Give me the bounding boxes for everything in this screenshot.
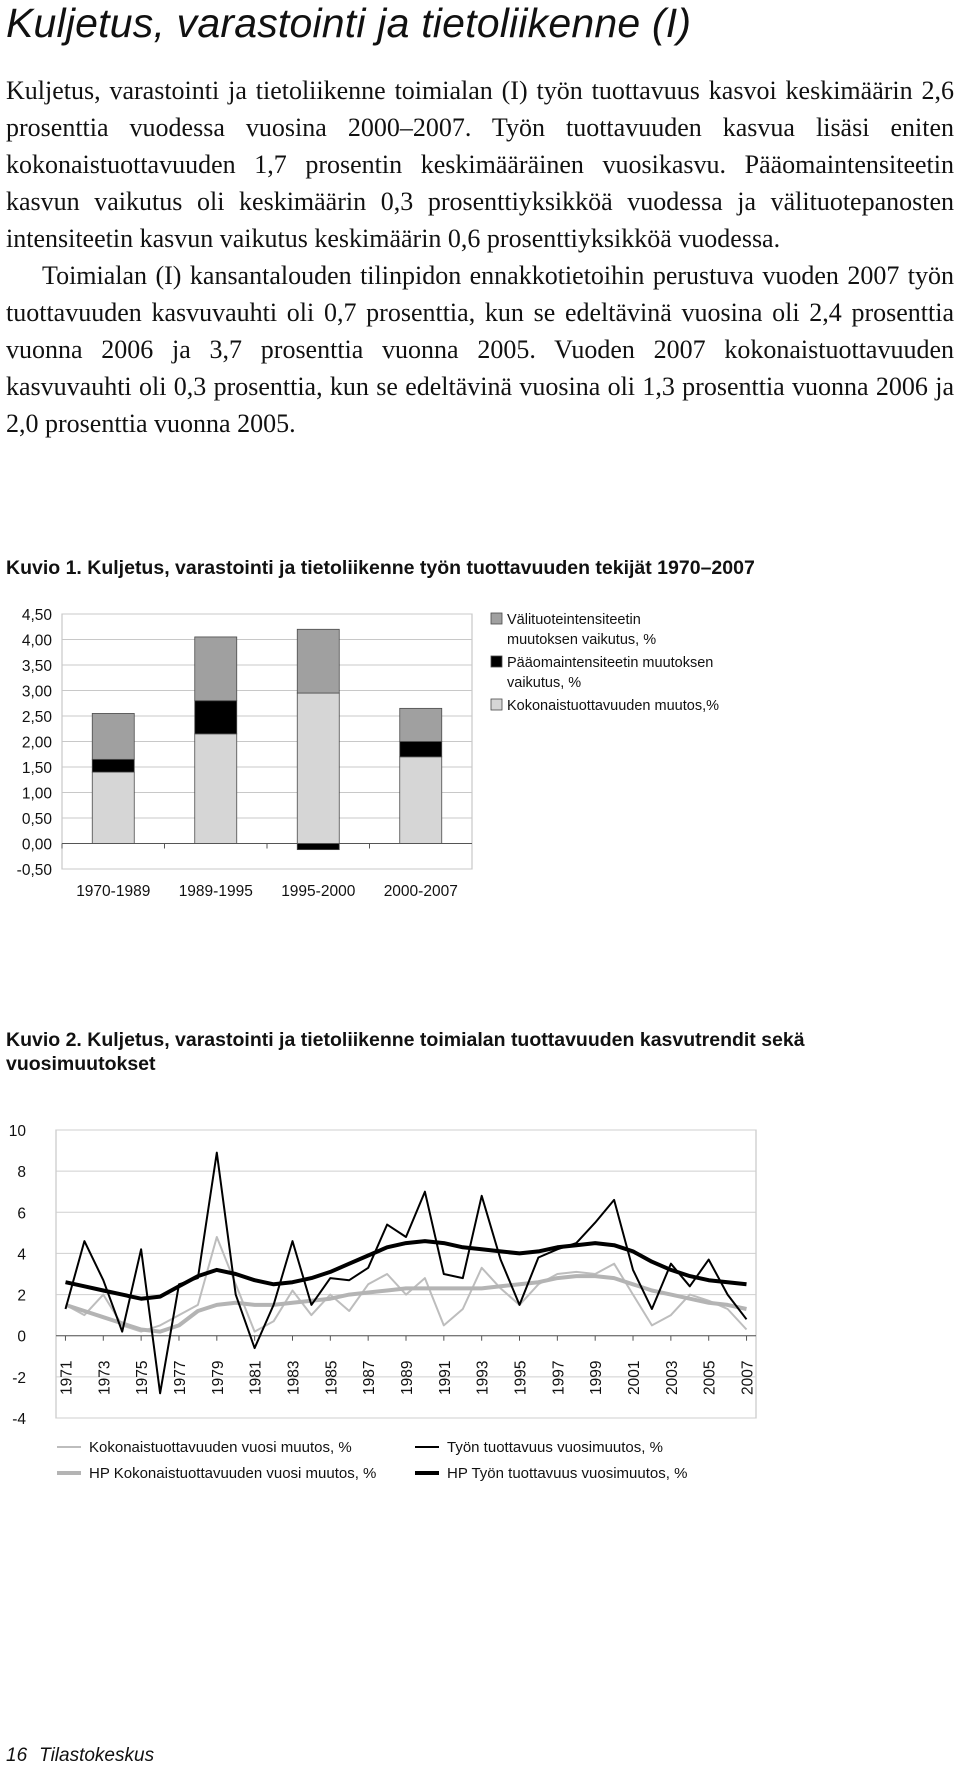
x-tick-label: 1981 — [247, 1360, 265, 1395]
bar-segment — [195, 701, 237, 734]
bar-segment — [400, 708, 442, 741]
x-tick-label: 1989-1995 — [178, 883, 253, 900]
y-tick-label: 4,00 — [21, 632, 52, 650]
figure2-caption: Kuvio 2. Kuljetus, varastointi ja tietoliikenne toimialan tuottavuuden kasvutrendit sekä vuosimuutokset — [6, 1029, 805, 1075]
legend-label: Työn tuottavuus vuosimuutos, % — [447, 1439, 663, 1456]
bar-segment — [195, 637, 237, 701]
bar-segment — [297, 629, 339, 693]
y-tick-label: 0 — [17, 1328, 26, 1346]
page-title: Kuljetus, varastointi ja tietoliikenne (I) — [6, 0, 692, 46]
legend-label: Kokonaistuottavuuden vuosi muutos, % — [89, 1439, 352, 1456]
legend-swatch — [491, 656, 502, 667]
y-tick-label: 2,00 — [21, 734, 52, 752]
bar-segment — [92, 713, 134, 759]
y-tick-label: -0,50 — [16, 862, 52, 879]
y-tick-label: 4 — [17, 1246, 26, 1264]
x-tick-label: 2000-2007 — [383, 883, 458, 900]
legend-label: Kokonaistuottavuuden muutos,% — [507, 698, 719, 714]
y-tick-label: 3,00 — [21, 683, 52, 701]
x-tick-label: 1987 — [361, 1360, 379, 1395]
bar-segment — [297, 693, 339, 843]
x-tick-label: 1985 — [323, 1360, 341, 1395]
legend-swatch — [491, 613, 502, 624]
legend-label: Pääomaintensiteetin muutoksen vaikutus, % — [507, 655, 714, 691]
y-tick-label: 0,00 — [21, 836, 52, 854]
legend-label: HP Kokonaistuottavuuden vuosi muutos, % — [89, 1465, 377, 1482]
legend-label: Välituoteintensiteetin muutoksen vaikutus, % — [507, 612, 657, 648]
x-tick-label: 2005 — [701, 1360, 719, 1395]
line-chart — [0, 1110, 960, 1500]
y-tick-label: 0,50 — [21, 811, 52, 828]
y-tick-label: 1,00 — [21, 785, 52, 803]
bar-segment — [195, 734, 237, 844]
paragraph: Kuljetus, varastointi ja tietoliikenne toimialan (I) työn tuottavuus kasvoi keskimäärin 2,6 prosenttia vuodessa vuosina 2000–2007. Työn tuottavuuden kasvua lisäsi eniten kokonaistuottavuuden 1,7 prosentin keskimääräinen vuosikasvu. Pääomaintensiteetin kasvun vaikutus oli keskimäärin 0,3 prosenttiyksikköä vuodessa ja välituotepanosten intensiteetin kasvun vaikutus keskimäärin 0,6 prosenttiyksikköä vuodessa. — [6, 76, 954, 253]
x-tick-label: 1975 — [134, 1360, 152, 1395]
legend-swatch — [491, 699, 502, 710]
x-tick-label: 1991 — [436, 1360, 454, 1395]
y-tick-label: -2 — [12, 1369, 26, 1387]
y-tick-label: 2,50 — [21, 709, 52, 726]
y-tick-label: 1,50 — [21, 760, 52, 777]
bar-segment — [297, 844, 339, 850]
y-tick-label: -4 — [12, 1411, 26, 1428]
x-tick-label: 1989 — [399, 1360, 416, 1395]
x-tick-label: 2003 — [663, 1360, 681, 1395]
y-tick-label: 10 — [8, 1123, 26, 1140]
x-tick-label: 1995 — [512, 1360, 530, 1395]
x-tick-label: 1997 — [550, 1360, 568, 1395]
x-tick-label: 2007 — [739, 1360, 757, 1395]
bar-segment — [400, 742, 442, 757]
figure1-caption: Kuvio 1. Kuljetus, varastointi ja tietoliikenne työn tuottavuuden tekijät 1970–2007 — [6, 557, 755, 579]
x-tick-label: 1970-1989 — [76, 883, 151, 900]
x-tick-label: 1999 — [588, 1360, 606, 1395]
y-tick-label: 8 — [17, 1164, 26, 1182]
x-tick-label: 1973 — [96, 1360, 114, 1395]
legend-label: HP Työn tuottavuus vuosimuutos, % — [447, 1465, 688, 1482]
x-tick-label: 1979 — [209, 1360, 227, 1395]
y-tick-label: 4,50 — [21, 607, 52, 624]
body-text — [6, 72, 954, 442]
paragraph: Toimialan (I) kansantalouden tilinpidon ennakkotietoihin perustuva vuoden 2007 työn tuottavuuden kasvuvauhti oli 0,7 prosenttia, kun se edeltävinä vuosina oli 2,4 prosenttia vuonna 2006 ja 3,7 prosenttia vuonna 2005. Vuoden 2007 kokonaistuottavuuden kasvuvauhti oli 0,3 prosenttia, kun se edeltävinä vuosina oli 1,3 prosenttia vuonna 2006 ja 2,0 prosenttia vuonna 2005. — [6, 261, 954, 438]
x-tick-label: 1993 — [474, 1360, 492, 1395]
footer — [6, 1745, 154, 1767]
stacked-bar-chart — [0, 590, 960, 940]
y-tick-label: 6 — [17, 1205, 26, 1223]
publisher: Tilastokeskus — [39, 1745, 155, 1766]
x-tick-label: 2001 — [626, 1360, 644, 1395]
y-tick-label: 3,50 — [21, 658, 52, 675]
bar-segment — [92, 759, 134, 772]
x-tick-label: 1983 — [285, 1360, 303, 1395]
x-tick-label: 1971 — [58, 1360, 76, 1395]
page-number: 16 — [6, 1745, 28, 1766]
x-tick-label: 1977 — [171, 1360, 189, 1395]
y-tick-label: 2 — [17, 1287, 26, 1305]
bar-segment — [92, 772, 134, 843]
bar-segment — [400, 757, 442, 844]
x-tick-label: 1995-2000 — [281, 883, 356, 900]
